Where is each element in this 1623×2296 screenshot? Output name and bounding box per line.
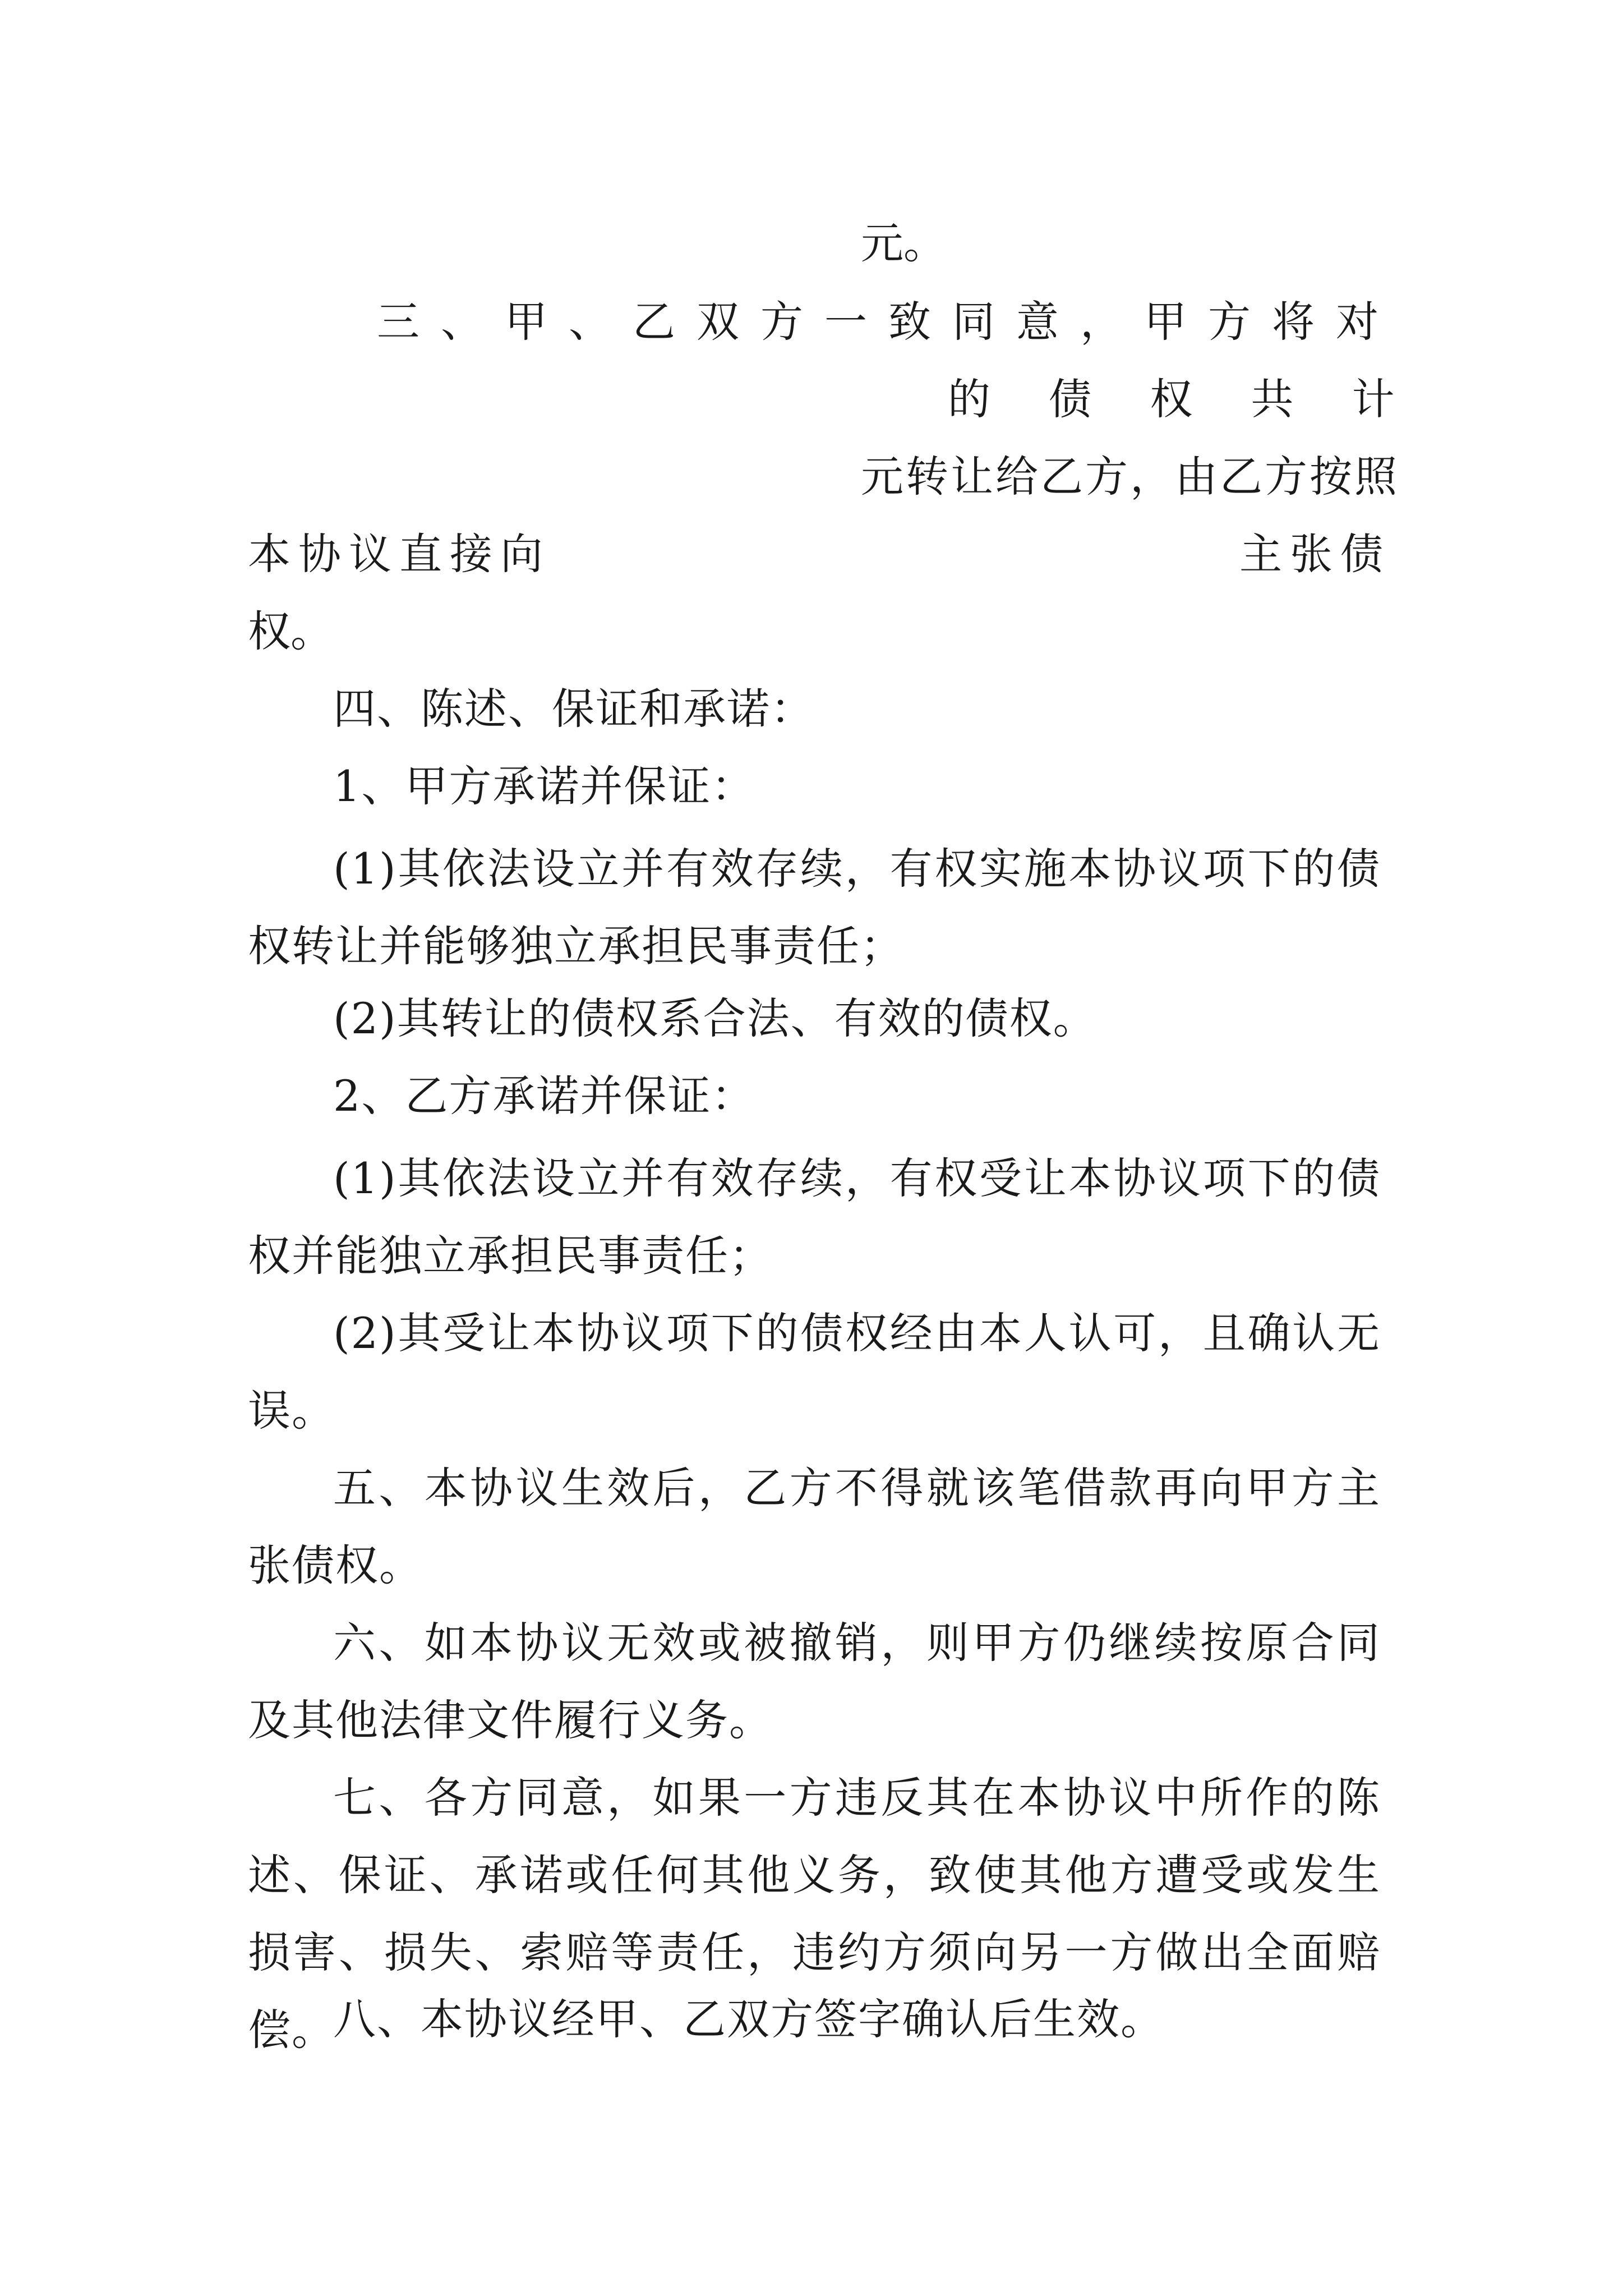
clause-3-line-5: 权。: [248, 606, 333, 656]
clause-4-title: 四、陈述、保证和承诺：: [333, 684, 814, 734]
clause-3-line-1: 三、甲、乙双方一致同意，甲方将对: [377, 297, 1400, 347]
clause-4-1-a: (1)其依法设立并有效存续，有权实施本协议项下的债权转让并能够独立承担民事责任；: [248, 844, 1381, 971]
clause-4-1-b: (2)其转让的债权系合法、有效的债权。: [333, 993, 1097, 1043]
clause-4-2-a: (1)其依法设立并有效存续，有权受让本协议项下的债权并能独立承担民事责任；: [248, 1153, 1381, 1281]
clause-8: 八、本协议经甲、乙双方签字确认后生效。: [333, 1994, 1164, 2044]
clause-5: 五、本协议生效后，乙方不得就该笔借款再向甲方主张债权。: [248, 1463, 1381, 1590]
clause-4-1-title: 1、甲方承诺并保证：: [333, 761, 755, 811]
clause-3-line-3: 元转让给乙方，由乙方按照: [861, 452, 1399, 501]
clause-4-2-title: 2、乙方承诺并保证：: [333, 1071, 755, 1121]
clause-4-2-b: (2)其受让本协议项下的债权经由本人认可，且确认无误。: [248, 1308, 1381, 1435]
clause-6: 六、如本协议无效或被撤销，则甲方仍继续按原合同及其他法律文件履行义务。: [248, 1618, 1381, 1745]
clause-2-tail: 元。: [861, 218, 946, 268]
clause-3-line-4-left: 本协议直接向: [248, 529, 551, 579]
clause-3-line-4-right: 主张债: [1239, 529, 1391, 579]
clause-7: 七、各方同意，如果一方违反其在本协议中所作的陈述、保证、承诺或任何其他义务，致使其他方遭受或发生损害、损失、索赔等责任，违约方须向另一方做出全面赔偿。: [248, 1773, 1381, 2055]
clause-3-line-2: 的 债 权 共 计: [948, 374, 1417, 424]
